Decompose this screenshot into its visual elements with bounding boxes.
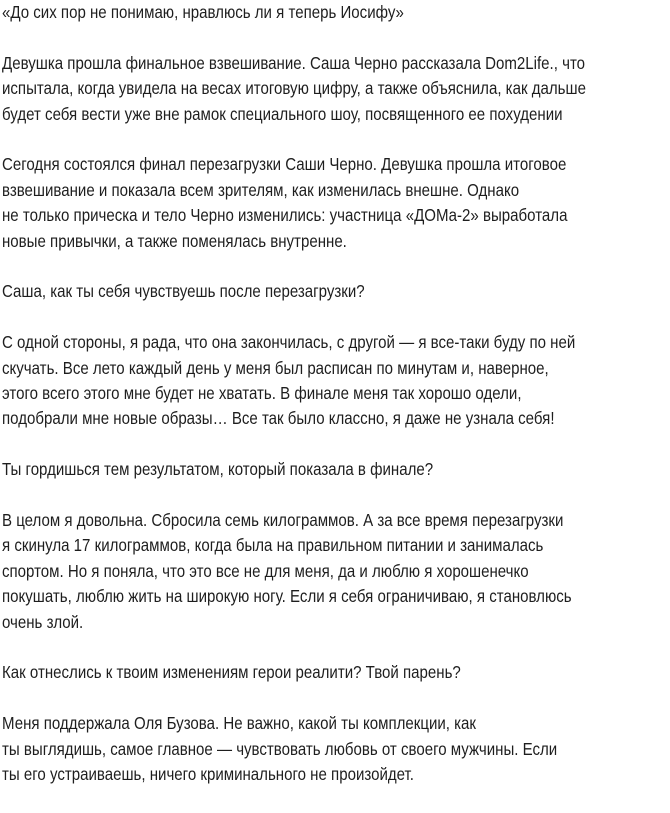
text-line: В целом я довольна. Сбросила семь килограммов. А за все время перезагрузки — [2, 510, 564, 531]
intro-paragraph — [2, 51, 664, 127]
text-line: Саша, как ты себя чувствуешь после перезагрузки? — [2, 281, 365, 302]
text-line: взвешивание и показала всем зрителям, как изменилась внешне. Однако — [2, 179, 520, 200]
text-line: спортом. Но я поняла, что это все не для меня, да и люблю я хорошенечко — [2, 560, 529, 581]
text-line: очень злой. — [2, 611, 84, 632]
text-line: новые привычки, а также поменялась внутренне. — [2, 230, 347, 251]
text-line: не только прическа и тело Черно изменились: участница «ДОМа-2» выработала — [2, 205, 568, 226]
text-line: покушать, люблю жить на широкую ногу. Если я себя ограничиваю, я становлюсь — [2, 586, 572, 607]
text-line: С одной стороны, я рада, что она закончилась, с другой — я все-таки буду по ней — [2, 332, 576, 353]
text-line: ты выглядишь, самое главное — чувствовать любовь от своего мужчины. Если — [2, 738, 558, 759]
text-line: этого всего этого мне будет не хватать. В финале меня так хорошо одели, — [2, 383, 522, 404]
headline-quote — [2, 0, 664, 25]
interview-question — [2, 660, 664, 685]
text-line: Сегодня состоялся финал перезагрузки Саши Черно. Девушка прошла итоговое — [2, 154, 567, 175]
interview-answer — [2, 508, 664, 635]
text-line: «До сих пор не понимаю, нравлюсь ли я теперь Иосифу» — [2, 2, 404, 22]
article-body — [2, 0, 664, 813]
text-line: будет себя вести уже вне рамок специального шоу, посвященного ее похудении — [2, 103, 563, 124]
text-line: Меня поддержала Оля Бузова. Не важно, какой ты комплекции, как — [2, 713, 477, 734]
text-line: Девушка прошла финальное взвешивание. Саша Черно рассказала Dom2Life., что — [2, 52, 586, 73]
interview-answer — [2, 711, 664, 787]
text-line: ты его устраиваешь, ничего криминального не произойдет. — [2, 764, 414, 785]
interview-question — [2, 457, 664, 482]
text-line: испытала, когда увидела на весах итоговую цифру, а также объяснила, как дальше — [2, 78, 586, 99]
text-line: Ты гордишься тем результатом, который показала в финале? — [2, 459, 434, 480]
text-line: подобрали мне новые образы… Все так было классно, я даже не узнала себя! — [2, 408, 555, 429]
interview-question — [2, 279, 664, 304]
text-line: скучать. Все лето каждый день у меня был расписан по минутам и, наверное, — [2, 357, 549, 378]
text-line: я скинула 17 килограммов, когда была на правильном питании и занималась — [2, 535, 544, 556]
interview-answer — [2, 330, 664, 432]
text-line: Как отнеслись к твоим изменениям герои реалити? Твой парень? — [2, 662, 461, 683]
body-paragraph — [2, 152, 664, 254]
